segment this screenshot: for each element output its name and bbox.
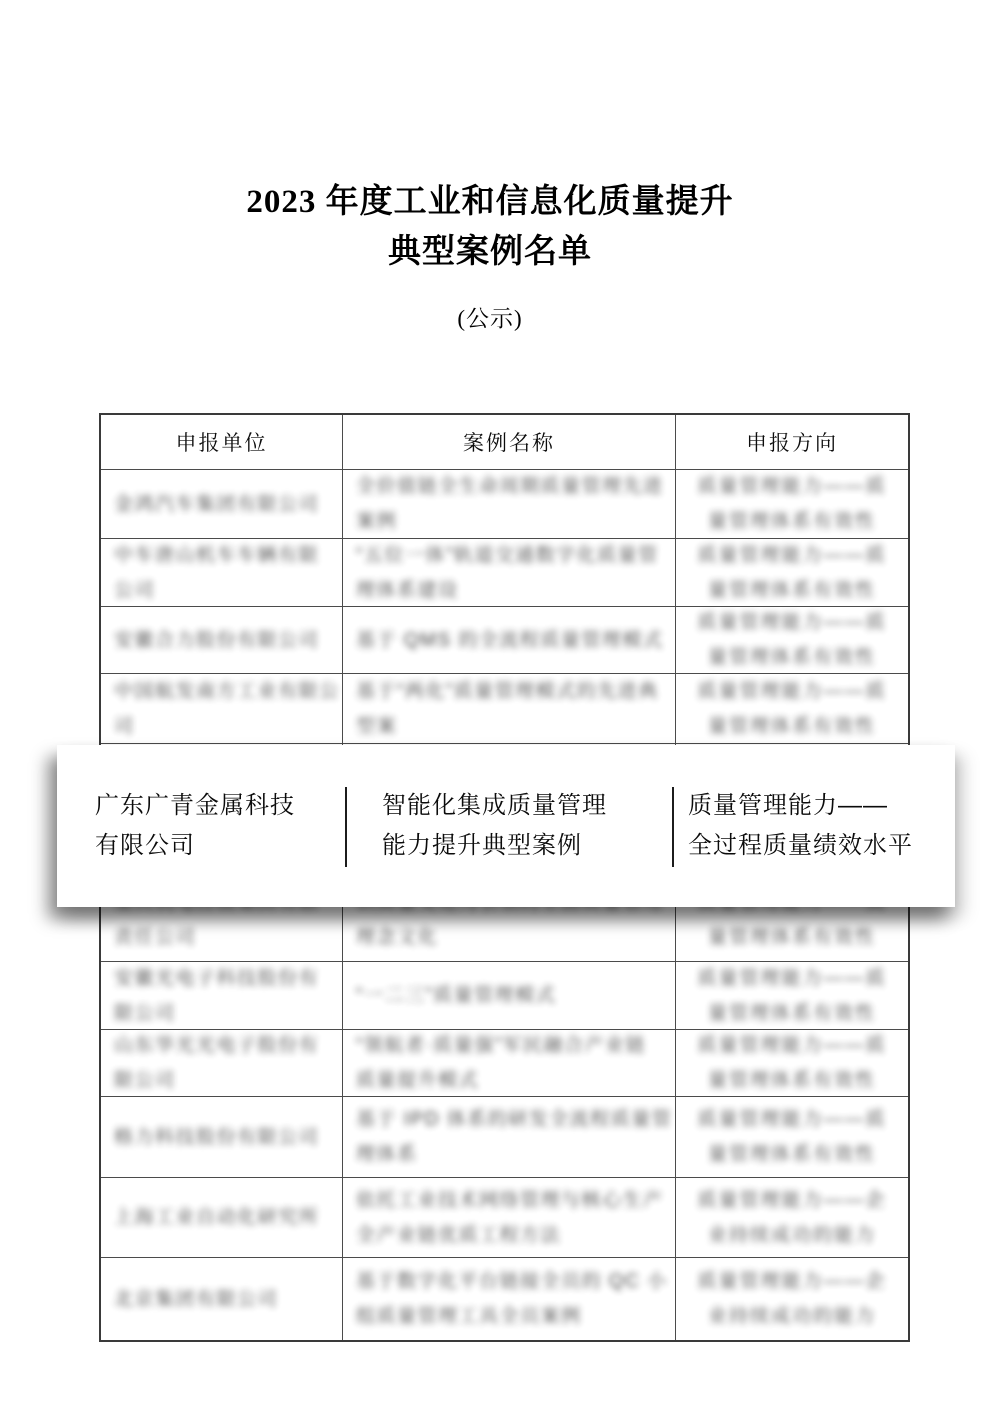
table-row (101, 1178, 908, 1258)
table-row (101, 1097, 908, 1178)
blurred-text-line: 上海工业自动化研究所 (114, 1207, 320, 1228)
card-divider-1 (345, 787, 347, 867)
blurred-text-line: 业持续成功的能力 (707, 1224, 876, 1246)
cell-unit (101, 1178, 343, 1257)
header-cell-case: 案例名称 (343, 415, 676, 469)
blurred-text-line: 量管理体系有效性 (707, 579, 876, 601)
blurred-text-line: “一二三”质量管理模式 (356, 985, 557, 1006)
header-cell-unit: 申报单位 (101, 415, 343, 469)
blurred-text-line: 司 (114, 715, 135, 737)
table-row (101, 1258, 908, 1340)
card-column-case (345, 745, 672, 907)
cell-unit (101, 674, 343, 743)
document-title-line2: 典型案例名单 (388, 234, 592, 270)
table-row (101, 962, 908, 1030)
blurred-text-line: 量管理体系有效性 (707, 1002, 876, 1024)
cell-direction (676, 674, 908, 743)
cell-unit (101, 607, 343, 673)
cell-case (343, 674, 676, 743)
document-title-line1: 2023 年度工业和信息化质量提升 (246, 184, 734, 220)
cell-case (343, 962, 676, 1029)
blurred-text-line: “五位一体”轨道交通数字化质量管 (356, 544, 659, 566)
blurred-text-line: 基于“两化”质量管理模式的先进典 (356, 680, 659, 702)
blurred-text-line: 基于数字化平台链接全员的 QC 小 (356, 1271, 668, 1292)
blurred-text-line: 理体系建设 (356, 579, 459, 601)
card-text-line: 智能化集成质量管理 (382, 792, 607, 819)
cell-case (343, 539, 676, 606)
blurred-text-line: 质量管理能力——质 (697, 967, 887, 989)
blurred-text-line: 量管理体系有效性 (707, 647, 876, 668)
blurred-text-line: 案例 (356, 511, 398, 532)
card-divider-2 (672, 787, 674, 867)
table-row (101, 539, 908, 607)
cell-direction (676, 1178, 908, 1257)
cell-unit (101, 539, 343, 606)
table-row (101, 470, 908, 539)
cell-case (343, 1178, 676, 1257)
card-text-line: 广东广青金属科技 (95, 792, 295, 819)
blurred-text-line: 质量管理能力——质 (697, 544, 887, 566)
blurred-text-line: 格力科技股份有限公司 (114, 1126, 320, 1148)
cell-unit (101, 1258, 343, 1340)
blurred-text-line: 限公司 (114, 1070, 176, 1091)
blurred-text-line: 量管理体系有效性 (707, 1144, 876, 1165)
card-text-line: 能力提升典型案例 (382, 832, 582, 859)
blurred-text-line: 依托工业技术网络管理与核心生产 (356, 1189, 664, 1211)
cell-direction (676, 1030, 908, 1096)
blurred-text-line: 北京集团有限公司 (114, 1288, 279, 1310)
cell-case (343, 1258, 676, 1340)
blurred-text-line: 业持续成功的能力 (707, 1306, 876, 1327)
card-column-unit (57, 745, 345, 907)
card-text-line: 全过程质量绩效水平 (688, 832, 913, 859)
title-block (0, 177, 980, 334)
blurred-text-line: 山东华光光电子股份有 (114, 1035, 320, 1056)
blurred-text-line: 质量管理能力——企 (697, 1271, 887, 1292)
blurred-text-line: 质量管理能力——企 (697, 1189, 887, 1211)
table-row (101, 1030, 908, 1097)
table-row (101, 674, 908, 744)
blurred-text-line: 理体系 (356, 1144, 418, 1165)
cell-direction (676, 607, 908, 673)
cell-direction (676, 470, 908, 538)
cell-case (343, 1030, 676, 1096)
blurred-text-line: 全产业链优质工程方法 (356, 1224, 562, 1246)
cell-direction (676, 962, 908, 1029)
card-text-line: 质量管理能力—— (688, 792, 888, 819)
blurred-text-line: 基于 QMS 的全流程质量管理模式 (356, 629, 664, 651)
blurred-text-line: 质量提升模式 (356, 1070, 480, 1091)
blurred-text-line: 理念文化 (356, 927, 439, 948)
blurred-text-line: 安徽光电子科技股份有 (114, 967, 320, 989)
blurred-text-line: 质量管理能力——质 (697, 680, 887, 702)
header-cell-direction: 申报方向 (746, 432, 838, 455)
highlight-card (57, 745, 955, 907)
cell-unit (101, 962, 343, 1029)
cell-unit (101, 1097, 343, 1177)
cell-case (343, 1097, 676, 1177)
blurred-text-line: 量管理体系有效性 (707, 1070, 876, 1091)
card-text-line: 有限公司 (95, 832, 195, 859)
blurred-text-line: 责任公司 (114, 927, 197, 948)
blurred-text-line: 组质量管理工具全员案例 (356, 1306, 582, 1327)
blurred-text-line: 中国航发南方工业有限公 (114, 680, 340, 702)
blurred-text-line: 型案 (356, 715, 398, 737)
cell-unit (101, 470, 343, 538)
cell-case (343, 607, 676, 673)
cell-unit (101, 1030, 343, 1096)
blurred-text-line: 量管理体系有效性 (707, 927, 876, 948)
cell-direction (676, 539, 908, 606)
blurred-text-line: 基于 IPD 体系的研发全流程质量管 (356, 1109, 673, 1130)
blurred-text-line: 金鸿汽车集团有限公司 (114, 493, 320, 515)
blurred-text-line: 量管理体系有效性 (707, 715, 876, 737)
table-row (101, 607, 908, 674)
blurred-text-line: 公司 (114, 579, 156, 601)
blurred-text-line: 质量管理能力——质 (697, 476, 887, 497)
blurred-text-line: 质量管理能力——质 (697, 1035, 887, 1056)
blurred-text-line: 中车唐山机车车辆有限 (114, 544, 320, 566)
blurred-text-line: 量管理体系有效性 (707, 511, 876, 532)
cell-case (343, 470, 676, 538)
cell-direction (676, 1097, 908, 1177)
document-subtitle: (公示) (457, 306, 523, 331)
blurred-text-line: 质量管理能力——质 (697, 612, 887, 633)
table-header-row (101, 415, 908, 470)
card-column-direction (672, 745, 955, 907)
blurred-text-line: 限公司 (114, 1002, 176, 1024)
blurred-text-line: 全价值链全生命周期质量管理先进 (356, 476, 664, 497)
cell-direction (676, 1258, 908, 1340)
blurred-text-line: 质量管理能力——质 (697, 1109, 887, 1130)
blurred-text-line: “领航者·质量强”军民融合产业链 (356, 1035, 646, 1056)
blurred-text-line: 安徽合力股份有限公司 (114, 629, 320, 651)
